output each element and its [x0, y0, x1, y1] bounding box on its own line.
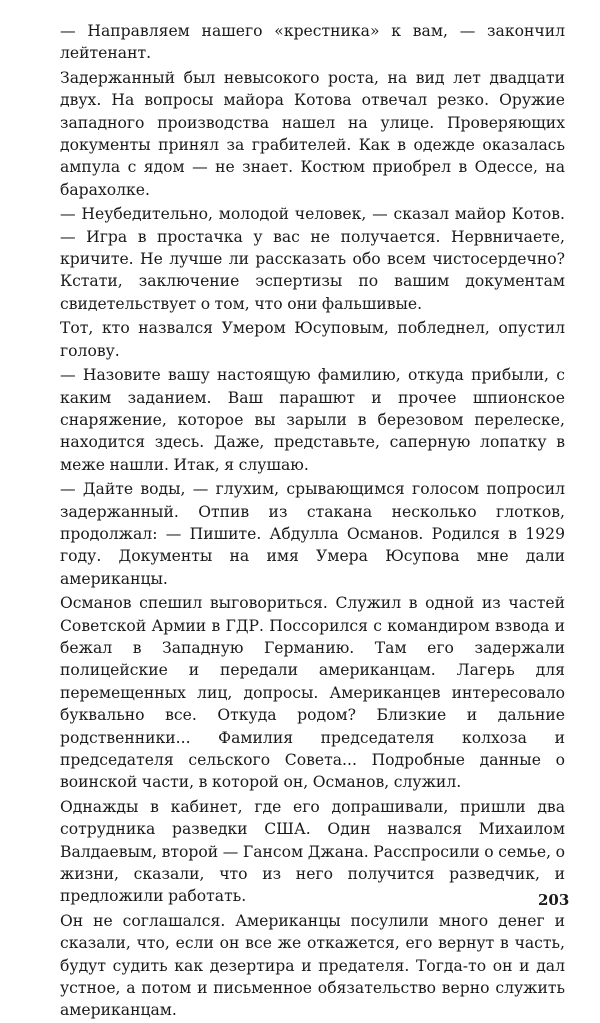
paragraph: — Направляем нашего «крестника» к вам, — закончил лейтенант. [60, 22, 565, 63]
paragraph: Задержанный был невысокого роста, на вид лет двадцати двух. На вопросы майора Котова отвечал резко. Оружие западного производства нашел на улице. Проверяющих документы принял за грабителей. Как в одежде оказалась ампула с ядом — не знает. Костюм приобрел в Одессе, на барахолке. [60, 68, 565, 199]
page-text [60, 20, 565, 1023]
page-number: 203 [538, 891, 570, 909]
paragraph: Тот, кто назвался Умером Юсуповым, побледнел, опустил голову. [60, 319, 565, 360]
paragraph: Османов спешил выговориться. Служил в одной из частей Советской Армии в ГДР. Поссорился с командиром взвода и бежал в Западную Германию. Там его задержали полицейские и передали американцам. Лагерь для перемещенных лиц, допросы. Американцев интересовало буквально все. Откуда родом? Близкие и дальние родственники... Фамилия председателя колхоза и председателя сельского Совета... Подробные данные о воинской части, в которой он, Османов, служил. [60, 594, 565, 792]
paragraph: — Дайте воды, — глухим, срывающимся голосом попросил задержанный. Отпив из стакана несколько глотков, продолжал: — Пишите. Абдулла Османов. Родился в 1929 году. Документы на имя Умера Юсупова мне дали американцы. [60, 480, 565, 588]
paragraph: Однажды в кабинет, где его допрашивали, пришли два сотрудника разведки США. Один назвался Михаилом Валдаевым, второй — Гансом Джана. Расспросили о семье, о жизни, сказали, что из него получится разведчик, и предложили работать. [60, 797, 565, 906]
paragraph: Он не соглашался. Американцы посулили много денег и сказали, что, если он все же откажется, его вернут в часть, будут судить как дезертира и предателя. Тогда-то он и дал устное, а потом и письменное обязательство верно служить американцам. [60, 911, 565, 1020]
paragraph: — Назовите вашу настоящую фамилию, откуда прибыли, с каким заданием. Ваш парашют и прочее шпионское снаряжение, которое вы зарыли в березовом перелеске, находится здесь. Даже, представьте, саперную лопатку в меже нашли. Итак, я слушаю. [60, 366, 565, 474]
paragraph: — Неубедительно, молодой человек, — сказал майор Котов. — Игра в простачка у вас не получается. Нервничаете, кричите. Не лучше ли рассказать обо всем чистосердечно? Кстати, заключение эспертизы по вашим документам свидетельствует о том, что они фальшивые. [60, 205, 565, 313]
